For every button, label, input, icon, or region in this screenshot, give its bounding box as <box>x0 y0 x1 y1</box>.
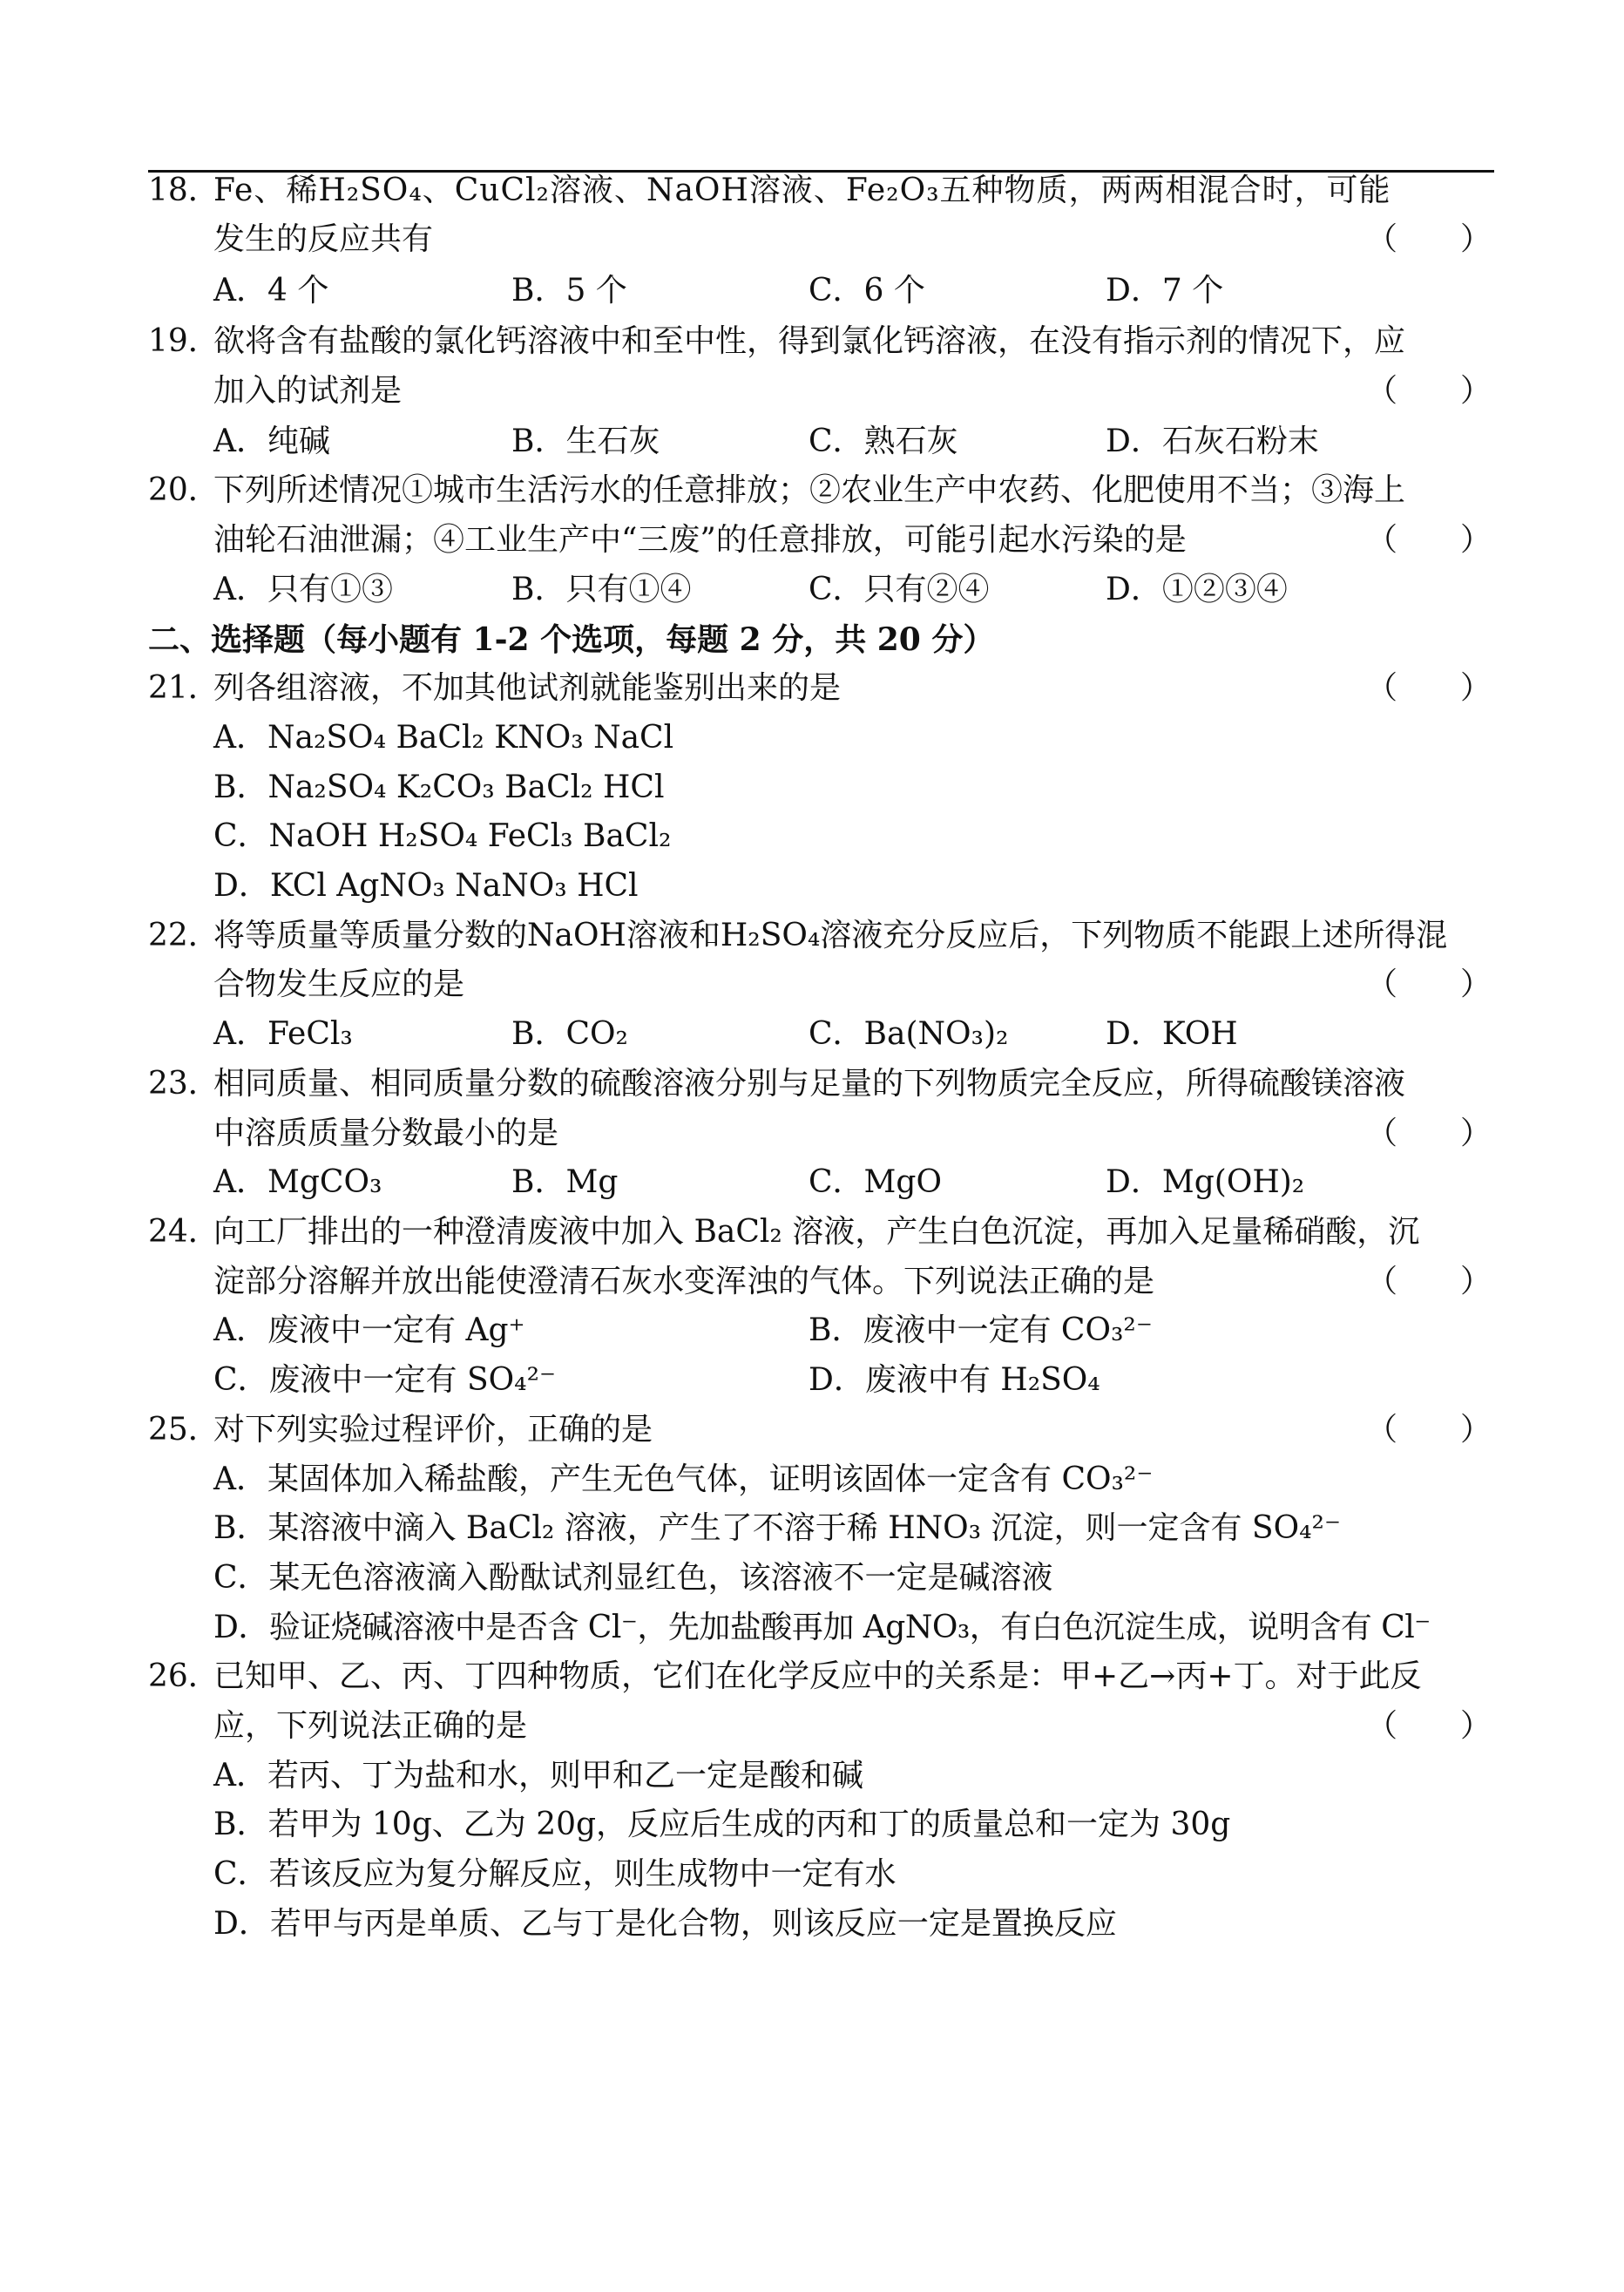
answer-paren: （ ） <box>1366 966 1492 1002</box>
option-b: B．CO₂ <box>511 1016 628 1052</box>
option-c: C．废液中一定有 SO₄²⁻ <box>213 1362 557 1398</box>
question-text-line1: 相同质量、相同质量分数的硫酸溶液分别与足量的下列物质完全反应，所得硫酸镁溶液 <box>213 1066 1406 1102</box>
option-c: C．Ba(NO₃)₂ <box>809 1016 1009 1052</box>
question-text-line1: 已知甲、乙、丙、丁四种物质，它们在化学反应中的关系是：甲+乙→丙+丁。对于此反 <box>213 1658 1422 1694</box>
option-d: D．①②③④ <box>1106 572 1288 607</box>
answer-paren: （ ） <box>1366 1115 1492 1151</box>
answer-paren: （ ） <box>1366 1708 1492 1744</box>
question-text-line1: 将等质量等质量分数的NaOH溶液和H₂SO₄溶液充分反应后，下列物质不能跟上述所得混 <box>213 918 1448 953</box>
section-heading: 二、选择题（每小题有 1-2 个选项，每题 2 分，共 20 分） <box>148 621 995 658</box>
question-number: 26． <box>148 1658 220 1694</box>
option-a: A．废液中一定有 Ag⁺ <box>213 1312 525 1348</box>
option-b: B．生石灰 <box>511 424 660 459</box>
question-text-line1: 向工厂排出的一种澄清废液中加入 BaCl₂ 溶液，产生白色沉淀，再加入足量稀硝酸，沉 <box>213 1214 1420 1250</box>
question-number: 21． <box>148 670 220 706</box>
option-d: D．KOH <box>1106 1016 1238 1052</box>
option-b: B．5 个 <box>511 273 627 309</box>
option-a: A．若丙、丁为盐和水，则甲和乙一定是酸和碱 <box>213 1758 863 1794</box>
option-a: A．只有①③ <box>213 572 393 607</box>
option-c: C．6 个 <box>809 273 925 309</box>
answer-paren: （ ） <box>1366 373 1492 409</box>
question-text-line2: 合物发生反应的是 <box>213 966 465 1002</box>
option-c: C．熟石灰 <box>809 424 958 459</box>
question-text-line2: 应，下列说法正确的是 <box>213 1708 528 1744</box>
option-d: D．验证烧碱溶液中是否含 Cl⁻，先加盐酸再加 AgNO₃，有白色沉淀生成，说明含有 Cl⁻ <box>213 1610 1431 1645</box>
question-number: 22． <box>148 918 220 953</box>
option-c: C．MgO <box>809 1164 942 1200</box>
question-number: 24． <box>148 1214 220 1250</box>
question-number: 19． <box>148 323 220 359</box>
option-a: A．MgCO₃ <box>213 1164 382 1200</box>
question-text-line2: 中溶质质量分数最小的是 <box>213 1115 559 1151</box>
option-d: D．废液中有 H₂SO₄ <box>809 1362 1100 1398</box>
question-number: 18． <box>148 173 220 208</box>
option-b: B．Na₂SO₄ K₂CO₃ BaCl₂ HCl <box>213 770 665 805</box>
question-text-line1: Fe、稀H₂SO₄、CuCl₂溶液、NaOH溶液、Fe₂O₃五种物质，两两相混合时，可能 <box>213 173 1391 208</box>
option-b: B．只有①④ <box>511 572 692 607</box>
option-d: D．若甲与丙是单质、乙与丁是化合物，则该反应一定是置换反应 <box>213 1906 1117 1942</box>
option-b: B．若甲为 10g、乙为 20g，反应后生成的丙和丁的质量总和一定为 30g <box>213 1807 1231 1842</box>
question-text-line2: 发生的反应共有 <box>213 221 434 257</box>
question-number: 25． <box>148 1412 220 1448</box>
option-c: C．NaOH H₂SO₄ FeCl₃ BaCl₂ <box>213 818 672 854</box>
question-text-line1: 列各组溶液，不加其他试剂就能鉴别出来的是 <box>213 670 842 706</box>
option-b: B．废液中一定有 CO₃²⁻ <box>809 1312 1153 1348</box>
question-text-line1: 对下列实验过程评价，正确的是 <box>213 1412 653 1448</box>
answer-paren: （ ） <box>1366 670 1492 706</box>
option-c: C．只有②④ <box>809 572 990 607</box>
option-a: A．纯碱 <box>213 424 330 459</box>
answer-paren: （ ） <box>1366 1264 1492 1299</box>
question-number: 20． <box>148 472 220 508</box>
question-text-line2: 淀部分溶解并放出能使澄清石灰水变浑浊的气体。下列说法正确的是 <box>213 1264 1155 1299</box>
answer-paren: （ ） <box>1366 221 1492 257</box>
option-d: D．KCl AgNO₃ NaNO₃ HCl <box>213 868 639 904</box>
option-d: D．7 个 <box>1106 273 1224 309</box>
option-b: B．某溶液中滴入 BaCl₂ 溶液，产生了不溶于稀 HNO₃ 沉淀，则一定含有 SO₄²⁻ <box>213 1510 1341 1546</box>
option-d: D．石灰石粉末 <box>1106 424 1319 459</box>
question-text-line2: 油轮石油泄漏；④工业生产中“三废”的任意排放，可能引起水污染的是 <box>213 522 1187 558</box>
option-a: A．FeCl₃ <box>213 1016 353 1052</box>
option-a: A．4 个 <box>213 273 329 309</box>
option-b: B．Mg <box>511 1164 619 1200</box>
option-c: C．若该反应为复分解反应，则生成物中一定有水 <box>213 1856 897 1892</box>
option-a: A．Na₂SO₄ BaCl₂ KNO₃ NaCl <box>213 720 674 756</box>
option-c: C．某无色溶液滴入酚酞试剂显红色，该溶液不一定是碱溶液 <box>213 1560 1053 1596</box>
question-text-line1: 欲将含有盐酸的氯化钙溶液中和至中性，得到氯化钙溶液，在没有指示剂的情况下，应 <box>213 323 1406 359</box>
answer-paren: （ ） <box>1366 522 1492 558</box>
option-a: A．某固体加入稀盐酸，产生无色气体，证明该固体一定含有 CO₃²⁻ <box>213 1461 1154 1497</box>
option-d: D．Mg(OH)₂ <box>1106 1164 1305 1200</box>
question-text-line2: 加入的试剂是 <box>213 373 403 409</box>
answer-paren: （ ） <box>1366 1412 1492 1448</box>
question-text-line1: 下列所述情况①城市生活污水的任意排放；②农业生产中农药、化肥使用不当；③海上 <box>213 472 1406 508</box>
question-number: 23． <box>148 1066 220 1102</box>
